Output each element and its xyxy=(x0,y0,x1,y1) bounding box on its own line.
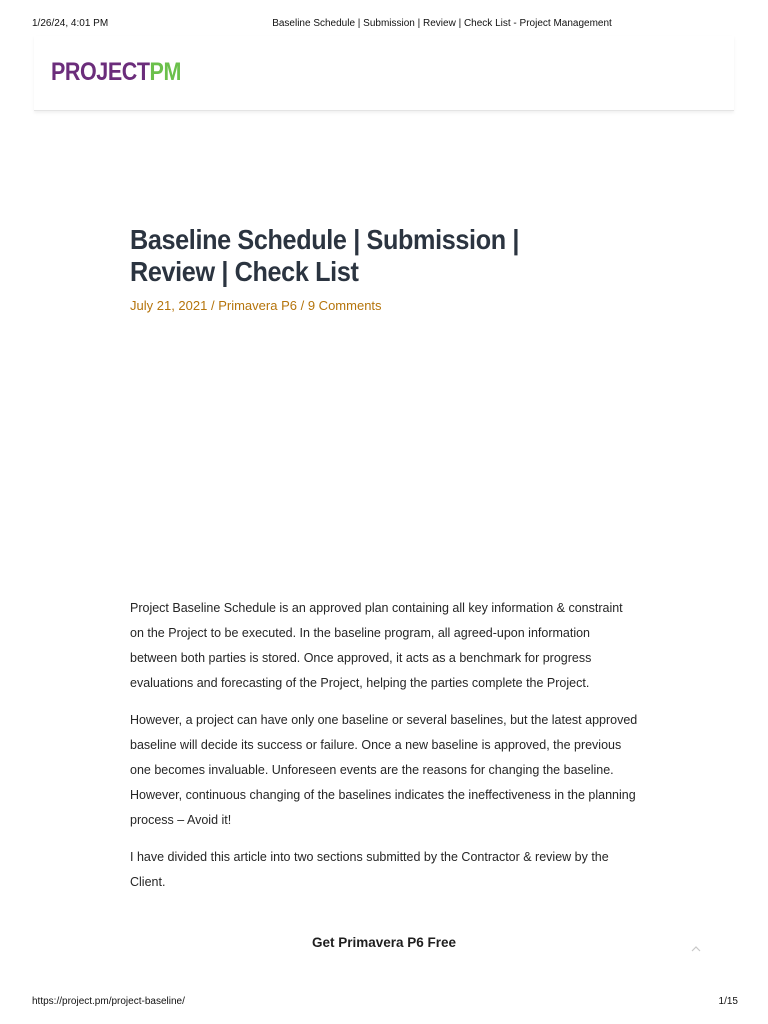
article-paragraph: Project Baseline Schedule is an approved plan containing all key information & constraint on the Project to be executed. In the baseline program, all agreed-upon information between both parties is stored. Once approved, it acts as a benchmark for progress evaluations and forecasting of the Project, helping the parties complete the Project. xyxy=(130,601,623,690)
site-logo[interactable] xyxy=(51,58,181,87)
article-meta xyxy=(130,298,382,313)
print-url: https://project.pm/project-baseline/ xyxy=(32,996,185,1007)
get-primavera-link[interactable]: Get Primavera P6 Free xyxy=(311,935,457,950)
print-footer xyxy=(0,996,768,1010)
category-link[interactable]: Primavera P6 xyxy=(218,298,297,313)
chevron-up-icon xyxy=(689,942,703,956)
print-header xyxy=(0,18,768,32)
comments-link[interactable]: 9 Comments xyxy=(307,298,382,313)
scroll-to-top-button[interactable] xyxy=(689,942,703,956)
print-page-number: 1/15 xyxy=(718,996,738,1007)
post-date-link[interactable]: July 21, 2021 xyxy=(130,298,208,313)
meta-separator: / xyxy=(210,298,215,313)
article-paragraph: However, a project can have only one baseline or several baselines, but the latest approved baseline will decide its success or failure. Once a new baseline is approved, the previous one becomes invaluable. Unforeseen events are the reasons for changing the baseline. However, continuous changing of the baselines indicates the ineffectiveness in the planning process – Avoid it! xyxy=(130,713,638,827)
print-doc-title: Baseline Schedule | Submission | Review | Check List - Project Management xyxy=(272,18,612,29)
meta-separator: / xyxy=(300,298,305,313)
logo-text-project: PROJECT xyxy=(51,58,150,86)
article-title: Baseline Schedule | Submission | Review | Check List xyxy=(130,224,520,287)
site-header xyxy=(34,36,734,111)
print-datetime: 1/26/24, 4:01 PM xyxy=(32,18,109,29)
logo-text-pm: PM xyxy=(149,58,181,86)
article-content xyxy=(130,596,640,907)
article-paragraph: I have divided this article into two sections submitted by the Contractor & review by the Client. xyxy=(130,850,609,889)
